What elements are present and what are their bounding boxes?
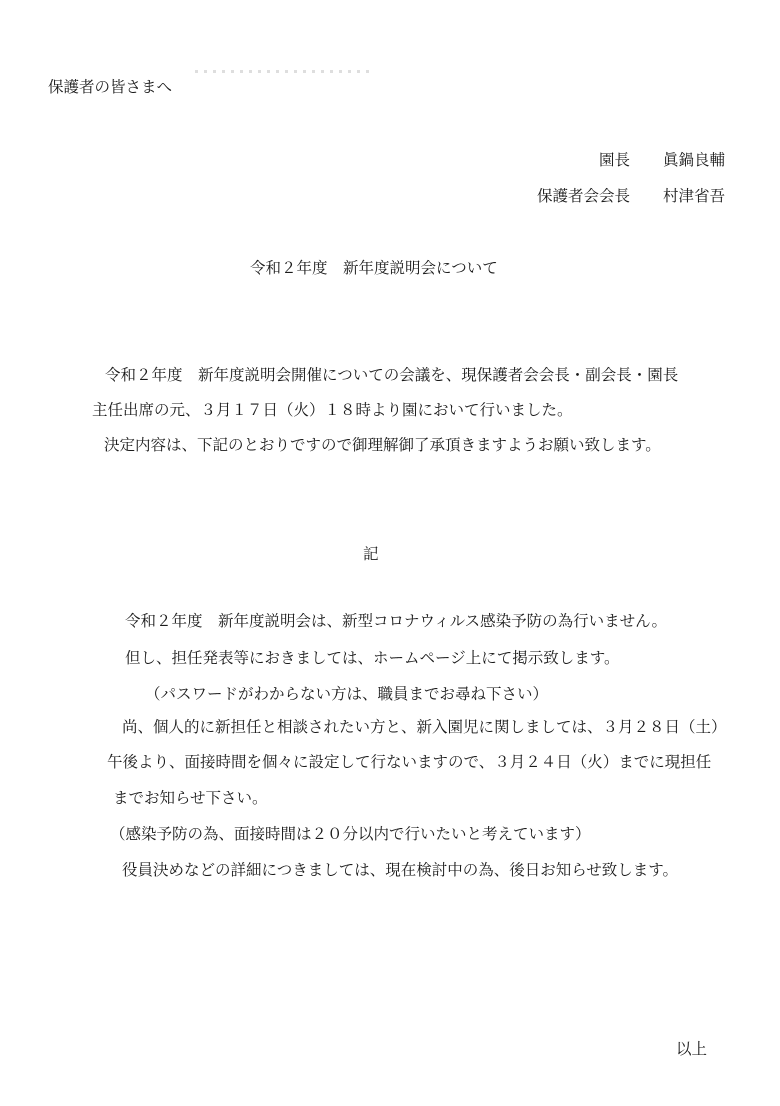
body-line-1: 令和２年度 新年度説明会は、新型コロナウィルス感染予防の為行いません。 — [125, 612, 668, 630]
ki-heading: 記 — [363, 545, 379, 563]
intro-line-1: 令和２年度 新年度説明会開催についての会議を、現保護者会会長・副会長・園長 — [105, 366, 679, 384]
intro-line-2: 主任出席の元、３月１７日（火）１８時より園において行いました。 — [92, 401, 573, 419]
scan-artifact — [195, 70, 375, 73]
body-line-7: （感染予防の為、面接時間は２０分以内で行いたいと考えています） — [110, 825, 591, 843]
closing-ijou: 以上 — [676, 1040, 708, 1058]
body-line-6: までお知らせ下さい。 — [113, 789, 268, 807]
body-line-3: （パスワードがわからない方は、職員までお尋ね下さい） — [145, 685, 549, 703]
body-line-8: 役員決めなどの詳細につきましては、現在検討中の為、後日お知らせ致します。 — [122, 861, 678, 879]
body-line-5: 午後より、面接時間を個々に設定して行ないますので、３月２４日（火）までに現担任 — [107, 753, 712, 771]
sender-title-principal: 園長 — [599, 151, 631, 169]
body-line-2: 但し、担任発表等におきましては、ホームページ上にて掲示致します。 — [125, 649, 620, 667]
subject-title: 令和２年度 新年度説明会について — [250, 259, 498, 277]
sender-name-principal: 眞鍋良輔 — [663, 151, 726, 169]
addressee: 保護者の皆さまへ — [48, 78, 173, 96]
intro-line-3: 決定内容は、下記のとおりですので御理解御了承頂きますようお願い致します。 — [104, 436, 661, 454]
sender-title-association: 保護者会会長 — [537, 187, 631, 205]
body-line-4: 尚、個人的に新担任と相談されたい方と、新入園児に関しましては、３月２８日（土） — [122, 718, 727, 736]
sender-name-association: 村津省吾 — [663, 187, 726, 205]
